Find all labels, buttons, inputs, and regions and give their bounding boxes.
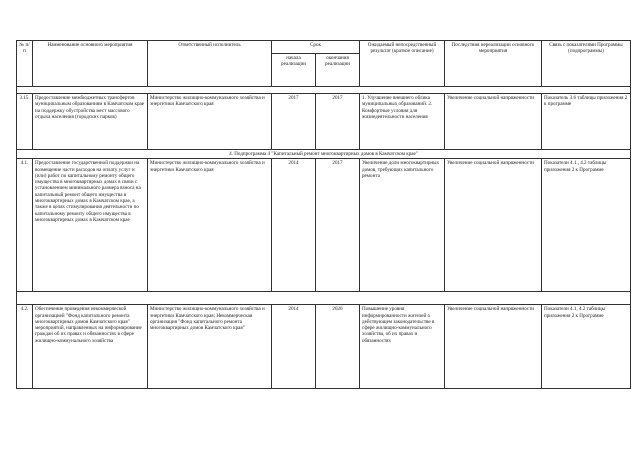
row-indicator-link: Показатель 3.6 таблицы приложения 2 к программе xyxy=(542,94,631,150)
header-term: Срок xyxy=(272,41,360,54)
row-start-year: 2014 xyxy=(272,159,316,292)
row-indicator-link: Показатели 4.1, 4.2 таблицы приложения 2 к Программе xyxy=(542,305,631,389)
row-number: 4.2. xyxy=(17,305,33,389)
table-row xyxy=(17,159,631,292)
row-consequences: Увеличение социальной напряженности xyxy=(445,305,542,389)
table-row xyxy=(17,305,631,389)
spacer-row xyxy=(17,87,631,94)
row-indicator-link: Показатели 4.1., 4.2 таблицы приложения 2 к Программе xyxy=(542,159,631,292)
header-consequences: Последствия нереализации основного мероприятия xyxy=(445,41,542,87)
row-number: 4.1. xyxy=(17,159,33,292)
table-row xyxy=(17,94,631,150)
row-activity-name: Обеспечение проведения некоммерческой организацией "Фонд капитального ремонта многоквартирных домов Камчатского края" мероприятий, направленных на информирование граждан об их правах и обязанностях в сфере жилищно-коммунального хозяйства xyxy=(33,305,148,389)
row-start-year: 2017 xyxy=(272,94,316,150)
header-number: № п/п xyxy=(17,41,33,87)
subprogram-title: 4. Подпрограмма 4 "Капитальный ремонт многоквартирных домов в Камчатском крае" xyxy=(17,150,631,159)
row-consequences: Увеличение социальной напряженности xyxy=(445,94,542,150)
row-end-year: 2017 xyxy=(316,159,360,292)
row-number: 3.15. xyxy=(17,94,33,150)
header-expected-result: Ожидаемый непосредственный результат (краткое описание) xyxy=(360,41,445,87)
row-expected-result: 1. Улучшение внешнего облика муниципальных образований. 2. Комфортные условия для жизнедеятельности населения xyxy=(360,94,445,150)
spacer-row xyxy=(17,292,631,305)
row-expected-result: Повышение уровня информированности жителей о действующем законодательстве в сфере жилищно-коммунального хозяйства, об их правах и обязанностях xyxy=(360,305,445,389)
header-row xyxy=(17,41,631,54)
subprogram-row xyxy=(17,150,631,159)
header-end: окончания реализации xyxy=(316,54,360,87)
header-indicator-link: Связь с показателями Программы (подпрограммы) xyxy=(542,41,631,87)
row-end-year: 2017 xyxy=(316,94,360,150)
row-activity-name: Предоставление государственной поддержки на возмещение части расходов на оплату услуг и (или) работ по капитальному ремонту общего имущества в многоквартирных домах в связи с установлением минимального размера взноса на капитальный ремонт общего имущества в многоквартирных домах в Камчатском крае, а также в целях стимулирования деятельности по капитальному ремонту общего имущества в многоквартирных домах в Камчатском крае xyxy=(33,159,148,292)
row-executor: Министерство жилищно-коммунального хозяйства и энергетики Камчатского края xyxy=(148,94,272,150)
row-expected-result: Увеличение доли многоквартирных домов, требующих капитального ремонта xyxy=(360,159,445,292)
row-end-year: 2020 xyxy=(316,305,360,389)
header-activity-name: Наименование основного мероприятия xyxy=(33,41,148,87)
row-start-year: 2014 xyxy=(272,305,316,389)
row-activity-name: Предоставление межбюджетных трансфертов муниципальным образованиям в Камчатском крае на поддержку обустройства мест массового отдыха населения (городских парков) xyxy=(33,94,148,150)
row-executor: Министерство жилищно-коммунального хозяйства и энергетики Камчатского края xyxy=(148,159,272,292)
header-executor: Ответственный исполнитель xyxy=(148,41,272,87)
row-consequences: Увеличение социальной напряженности xyxy=(445,159,542,292)
program-activities-table xyxy=(16,40,631,389)
row-executor: Министерство жилищно-коммунального хозяйства и энергетики Камчатского края; Некоммерческая организация "Фонд капитального ремонта многоквартирных домов Камчатского края" xyxy=(148,305,272,389)
header-start: начала реализации xyxy=(272,54,316,87)
